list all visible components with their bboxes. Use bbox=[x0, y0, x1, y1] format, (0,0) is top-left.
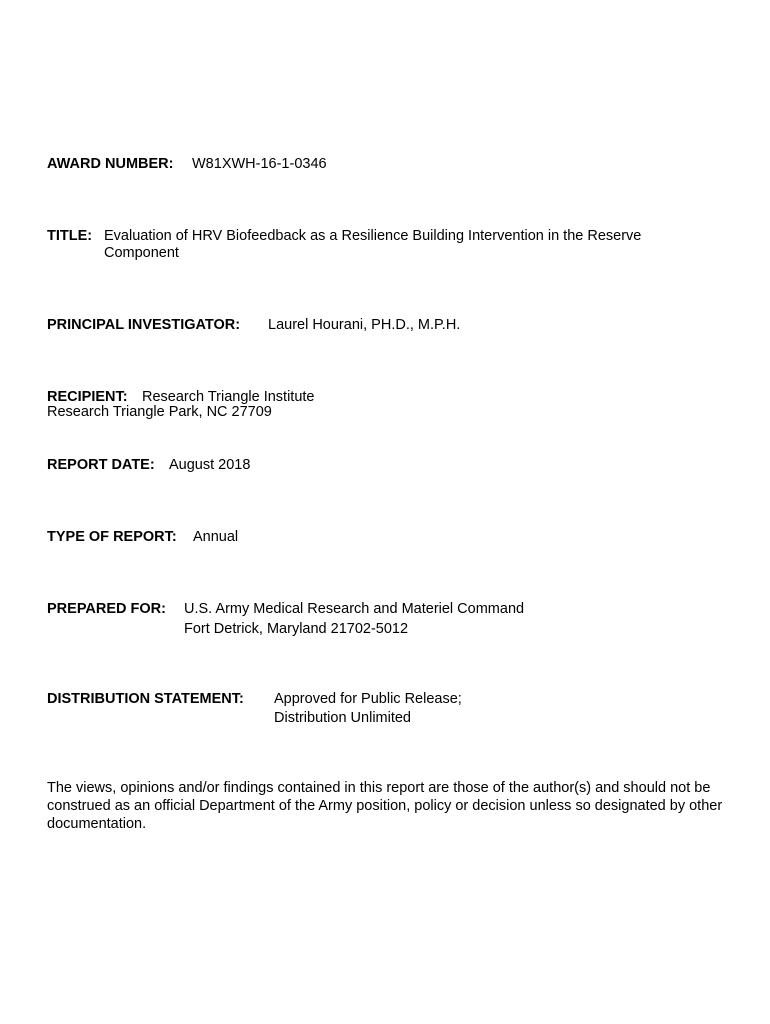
award-number-label: AWARD NUMBER: bbox=[47, 156, 174, 172]
title-label: TITLE: bbox=[47, 228, 93, 244]
prepared-for-label: PREPARED FOR: bbox=[47, 601, 166, 617]
prepared-for-value-line1: U.S. Army Medical Research and Materiel Command bbox=[184, 601, 525, 617]
report-type-value: Annual bbox=[193, 529, 239, 545]
principal-investigator-label: PRINCIPAL INVESTIGATOR: bbox=[47, 317, 241, 333]
prepared-for-value-line2: Fort Detrick, Maryland 21702-5012 bbox=[184, 621, 409, 637]
recipient-value-line1: Research Triangle Institute bbox=[142, 389, 315, 405]
distribution-statement-label: DISTRIBUTION STATEMENT: bbox=[47, 691, 244, 707]
distribution-statement-value-line2: Distribution Unlimited bbox=[274, 710, 411, 726]
report-date-value: August 2018 bbox=[169, 457, 251, 473]
distribution-statement-value-line1: Approved for Public Release; bbox=[274, 691, 462, 707]
title-value-line2: Component bbox=[104, 245, 179, 261]
report-type-label: TYPE OF REPORT: bbox=[47, 529, 177, 545]
title-value-line1: Evaluation of HRV Biofeedback as a Resilience Building Intervention in the Reserve bbox=[104, 228, 642, 244]
award-number-value: W81XWH-16-1-0346 bbox=[192, 156, 327, 172]
recipient-value-line2: Research Triangle Park, NC 27709 bbox=[47, 404, 272, 420]
disclaimer-paragraph: The views, opinions and/or findings contained in this report are those of the author(s) and should not be construed as an official Department of the Army position, policy or decision unless so designated by other documentation. bbox=[47, 780, 723, 832]
principal-investigator-value: Laurel Hourani, PH.D., M.P.H. bbox=[268, 317, 461, 333]
recipient-label: RECIPIENT: bbox=[47, 389, 128, 405]
report-date-label: REPORT DATE: bbox=[47, 457, 155, 473]
